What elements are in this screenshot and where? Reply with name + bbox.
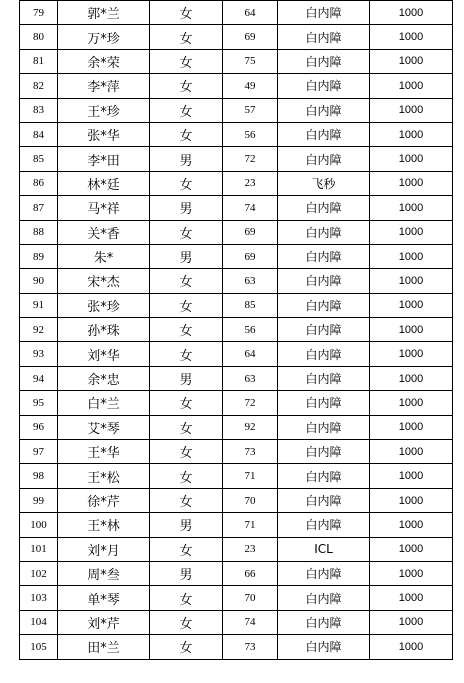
table-row <box>20 635 453 659</box>
diagnosis-cell: 白内障 <box>278 147 370 171</box>
patient-sex-cell: 男 <box>150 366 223 390</box>
diagnosis-cell: 白内障 <box>278 74 370 98</box>
amount-cell: 1000 <box>370 122 453 146</box>
patient-name-cell: 刘*芹 <box>58 610 150 634</box>
table-row <box>20 488 453 512</box>
amount-cell: 1000 <box>370 98 453 122</box>
patient-name-cell: 李*田 <box>58 147 150 171</box>
amount-cell: 1000 <box>370 244 453 268</box>
table-row <box>20 122 453 146</box>
amount-cell: 1000 <box>370 74 453 98</box>
row-number-cell: 79 <box>20 1 58 25</box>
amount-cell: 1000 <box>370 171 453 195</box>
row-number-cell: 92 <box>20 318 58 342</box>
diagnosis-cell: 白内障 <box>278 635 370 659</box>
row-number-cell: 85 <box>20 147 58 171</box>
patient-name-cell: 郭*兰 <box>58 1 150 25</box>
diagnosis-cell: 白内障 <box>278 98 370 122</box>
table-body <box>20 1 453 660</box>
amount-cell: 1000 <box>370 318 453 342</box>
row-number-cell: 81 <box>20 49 58 73</box>
row-number-cell: 101 <box>20 537 58 561</box>
row-number-cell: 95 <box>20 391 58 415</box>
patient-name-cell: 李*萍 <box>58 74 150 98</box>
amount-cell: 1000 <box>370 586 453 610</box>
table-row <box>20 561 453 585</box>
amount-cell: 1000 <box>370 366 453 390</box>
table-row <box>20 74 453 98</box>
table-row <box>20 147 453 171</box>
row-number-cell: 98 <box>20 464 58 488</box>
amount-cell: 1000 <box>370 147 453 171</box>
row-number-cell: 102 <box>20 561 58 585</box>
patient-name-cell: 王*华 <box>58 440 150 464</box>
diagnosis-cell: 白内障 <box>278 440 370 464</box>
table-row <box>20 293 453 317</box>
patient-age-cell: 74 <box>223 610 278 634</box>
table-row <box>20 196 453 220</box>
diagnosis-cell: 白内障 <box>278 488 370 512</box>
diagnosis-cell: 白内障 <box>278 196 370 220</box>
table-row <box>20 342 453 366</box>
patient-age-cell: 64 <box>223 1 278 25</box>
table-row <box>20 415 453 439</box>
patient-sex-cell: 男 <box>150 561 223 585</box>
row-number-cell: 89 <box>20 244 58 268</box>
patient-sex-cell: 女 <box>150 122 223 146</box>
row-number-cell: 90 <box>20 269 58 293</box>
table-row <box>20 171 453 195</box>
patient-sex-cell: 女 <box>150 74 223 98</box>
patient-name-cell: 林*廷 <box>58 171 150 195</box>
table-row <box>20 25 453 49</box>
patient-age-cell: 70 <box>223 488 278 512</box>
diagnosis-cell: 白内障 <box>278 610 370 634</box>
diagnosis-cell: 白内障 <box>278 464 370 488</box>
patient-sex-cell: 女 <box>150 537 223 561</box>
table-row <box>20 464 453 488</box>
diagnosis-cell: 白内障 <box>278 269 370 293</box>
patient-age-cell: 63 <box>223 366 278 390</box>
diagnosis-cell: 白内障 <box>278 586 370 610</box>
patient-sex-cell: 女 <box>150 171 223 195</box>
amount-cell: 1000 <box>370 440 453 464</box>
amount-cell: 1000 <box>370 537 453 561</box>
patient-age-cell: 57 <box>223 98 278 122</box>
diagnosis-cell: 白内障 <box>278 49 370 73</box>
patient-name-cell: 王*林 <box>58 513 150 537</box>
amount-cell: 1000 <box>370 513 453 537</box>
patient-name-cell: 白*兰 <box>58 391 150 415</box>
amount-cell: 1000 <box>370 488 453 512</box>
diagnosis-cell: 白内障 <box>278 366 370 390</box>
table-row <box>20 1 453 25</box>
table-row <box>20 366 453 390</box>
patient-records-table <box>19 0 453 660</box>
row-number-cell: 88 <box>20 220 58 244</box>
patient-age-cell: 85 <box>223 293 278 317</box>
row-number-cell: 94 <box>20 366 58 390</box>
patient-sex-cell: 男 <box>150 513 223 537</box>
patient-sex-cell: 女 <box>150 488 223 512</box>
table-row <box>20 391 453 415</box>
patient-age-cell: 72 <box>223 391 278 415</box>
row-number-cell: 83 <box>20 98 58 122</box>
table-row <box>20 318 453 342</box>
row-number-cell: 91 <box>20 293 58 317</box>
row-number-cell: 104 <box>20 610 58 634</box>
row-number-cell: 87 <box>20 196 58 220</box>
amount-cell: 1000 <box>370 196 453 220</box>
patient-name-cell: 余*忠 <box>58 366 150 390</box>
patient-age-cell: 49 <box>223 74 278 98</box>
row-number-cell: 84 <box>20 122 58 146</box>
amount-cell: 1000 <box>370 220 453 244</box>
patient-name-cell: 朱* <box>58 244 150 268</box>
patient-sex-cell: 女 <box>150 25 223 49</box>
patient-sex-cell: 男 <box>150 244 223 268</box>
diagnosis-cell: 白内障 <box>278 220 370 244</box>
table-row <box>20 269 453 293</box>
patient-sex-cell: 女 <box>150 391 223 415</box>
table-row <box>20 98 453 122</box>
patient-sex-cell: 女 <box>150 415 223 439</box>
patient-sex-cell: 女 <box>150 293 223 317</box>
patient-name-cell: 艾*琴 <box>58 415 150 439</box>
patient-age-cell: 69 <box>223 244 278 268</box>
diagnosis-cell: ICL <box>278 537 370 561</box>
diagnosis-cell: 白内障 <box>278 293 370 317</box>
table-row <box>20 244 453 268</box>
diagnosis-cell: 白内障 <box>278 342 370 366</box>
patient-age-cell: 72 <box>223 147 278 171</box>
diagnosis-cell: 白内障 <box>278 391 370 415</box>
patient-sex-cell: 女 <box>150 269 223 293</box>
patient-name-cell: 王*松 <box>58 464 150 488</box>
diagnosis-cell: 飞秒 <box>278 171 370 195</box>
diagnosis-cell: 白内障 <box>278 25 370 49</box>
patient-age-cell: 74 <box>223 196 278 220</box>
table-row <box>20 610 453 634</box>
patient-name-cell: 刘*月 <box>58 537 150 561</box>
table-row <box>20 440 453 464</box>
patient-sex-cell: 女 <box>150 586 223 610</box>
patient-name-cell: 刘*华 <box>58 342 150 366</box>
row-number-cell: 96 <box>20 415 58 439</box>
patient-sex-cell: 女 <box>150 1 223 25</box>
patient-sex-cell: 女 <box>150 98 223 122</box>
patient-age-cell: 69 <box>223 220 278 244</box>
amount-cell: 1000 <box>370 269 453 293</box>
patient-name-cell: 徐*芹 <box>58 488 150 512</box>
patient-age-cell: 69 <box>223 25 278 49</box>
amount-cell: 1000 <box>370 49 453 73</box>
diagnosis-cell: 白内障 <box>278 318 370 342</box>
patient-age-cell: 56 <box>223 122 278 146</box>
patient-name-cell: 单*琴 <box>58 586 150 610</box>
patient-name-cell: 宋*杰 <box>58 269 150 293</box>
amount-cell: 1000 <box>370 293 453 317</box>
diagnosis-cell: 白内障 <box>278 513 370 537</box>
amount-cell: 1000 <box>370 1 453 25</box>
patient-age-cell: 64 <box>223 342 278 366</box>
row-number-cell: 80 <box>20 25 58 49</box>
amount-cell: 1000 <box>370 635 453 659</box>
patient-name-cell: 余*荣 <box>58 49 150 73</box>
patient-age-cell: 56 <box>223 318 278 342</box>
amount-cell: 1000 <box>370 610 453 634</box>
patient-sex-cell: 女 <box>150 440 223 464</box>
patient-age-cell: 73 <box>223 635 278 659</box>
table-row <box>20 220 453 244</box>
patient-sex-cell: 女 <box>150 610 223 634</box>
row-number-cell: 99 <box>20 488 58 512</box>
patient-sex-cell: 女 <box>150 220 223 244</box>
table-row <box>20 586 453 610</box>
patient-name-cell: 张*珍 <box>58 293 150 317</box>
amount-cell: 1000 <box>370 561 453 585</box>
patient-name-cell: 万*珍 <box>58 25 150 49</box>
patient-age-cell: 23 <box>223 537 278 561</box>
amount-cell: 1000 <box>370 391 453 415</box>
patient-age-cell: 63 <box>223 269 278 293</box>
diagnosis-cell: 白内障 <box>278 122 370 146</box>
row-number-cell: 93 <box>20 342 58 366</box>
row-number-cell: 103 <box>20 586 58 610</box>
diagnosis-cell: 白内障 <box>278 1 370 25</box>
patient-sex-cell: 男 <box>150 196 223 220</box>
patient-name-cell: 关*香 <box>58 220 150 244</box>
patient-name-cell: 张*华 <box>58 122 150 146</box>
patient-age-cell: 71 <box>223 464 278 488</box>
table-row <box>20 49 453 73</box>
row-number-cell: 86 <box>20 171 58 195</box>
patient-sex-cell: 女 <box>150 49 223 73</box>
patient-age-cell: 71 <box>223 513 278 537</box>
diagnosis-cell: 白内障 <box>278 561 370 585</box>
patient-name-cell: 周*叁 <box>58 561 150 585</box>
row-number-cell: 97 <box>20 440 58 464</box>
row-number-cell: 82 <box>20 74 58 98</box>
patient-name-cell: 马*祥 <box>58 196 150 220</box>
row-number-cell: 105 <box>20 635 58 659</box>
row-number-cell: 100 <box>20 513 58 537</box>
amount-cell: 1000 <box>370 25 453 49</box>
amount-cell: 1000 <box>370 342 453 366</box>
amount-cell: 1000 <box>370 415 453 439</box>
patient-sex-cell: 女 <box>150 464 223 488</box>
patient-age-cell: 66 <box>223 561 278 585</box>
patient-age-cell: 75 <box>223 49 278 73</box>
table-row <box>20 537 453 561</box>
diagnosis-cell: 白内障 <box>278 415 370 439</box>
patient-sex-cell: 女 <box>150 318 223 342</box>
diagnosis-cell: 白内障 <box>278 244 370 268</box>
table-row <box>20 513 453 537</box>
patient-name-cell: 王*珍 <box>58 98 150 122</box>
patient-age-cell: 70 <box>223 586 278 610</box>
amount-cell: 1000 <box>370 464 453 488</box>
patient-name-cell: 田*兰 <box>58 635 150 659</box>
patient-sex-cell: 男 <box>150 147 223 171</box>
patient-name-cell: 孙*珠 <box>58 318 150 342</box>
patient-age-cell: 73 <box>223 440 278 464</box>
patient-sex-cell: 女 <box>150 342 223 366</box>
patient-age-cell: 92 <box>223 415 278 439</box>
patient-age-cell: 23 <box>223 171 278 195</box>
patient-sex-cell: 女 <box>150 635 223 659</box>
